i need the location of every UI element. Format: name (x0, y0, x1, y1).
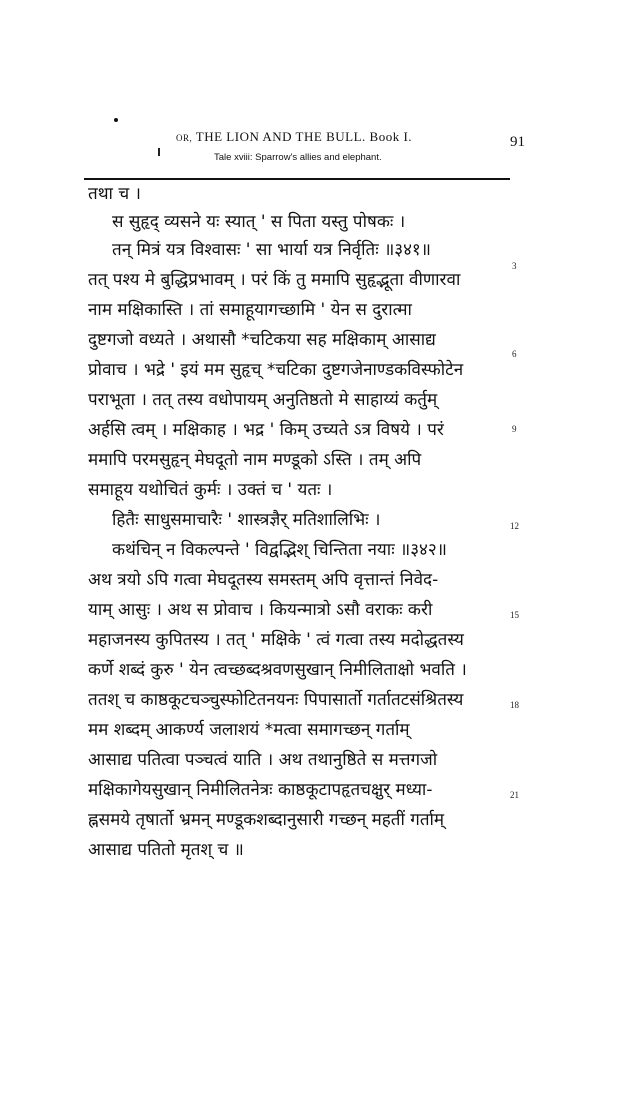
page-number: 91 (510, 134, 525, 150)
header-rule (84, 178, 510, 180)
line-number: 9 (512, 424, 517, 434)
text-line: दुष्टगजो वध्यते । अथासौ *चटिकया सह मक्षिकाम् आसाद्य (88, 330, 436, 350)
header-subtitle: Tale xviii: Sparrow's allies and elephant. (214, 152, 382, 163)
text-line: मक्षिकागेयसुखान् निमीलितनेत्रः काष्ठकूटापहृतचक्षुर् मध्या- (88, 780, 433, 800)
text-line: ममापि परमसुहृन् मेघदूतो नाम मण्डूको ऽस्ति । तम् अपि (88, 450, 422, 470)
verse-line: हितैः साधुसमाचारैः ' शास्त्रज्ञैर् मतिशालिभिः । (112, 510, 381, 530)
text-line: समाहूय यथोचितं कुर्मः । उक्तं च ' यतः । (88, 480, 333, 500)
text-line: याम् आसुः । अथ स प्रोवाच । कियन्मात्रो ऽसौ वराकः करी (88, 600, 433, 620)
text-line: नाम मक्षिकास्ति । तां समाहूयागच्छामि ' येन स दुरात्मा (88, 300, 412, 320)
text-line: महाजनस्य कुपितस्य । तत् ' मक्षिके ' त्वं गत्वा तस्य मदोद्धतस्य (88, 630, 464, 650)
header-book: Book I. (369, 129, 413, 144)
verse-line: तन् मित्रं यत्र विश्वासः ' सा भार्या यत्र निर्वृतिः ॥३४१॥ (112, 240, 431, 260)
line-number: 12 (510, 521, 519, 531)
text-line: पराभूता । तत् तस्य वधोपायम् अनुतिष्ठतो मे साहाय्यं कर्तुम् (88, 390, 438, 410)
header-prefix: OR, (176, 133, 193, 143)
text-line: अर्हसि त्वम् । मक्षिकाह । भद्र ' किम् उच्यते ऽत्र विषये । परं (88, 420, 444, 440)
line-number: 21 (510, 790, 519, 800)
text-line: कर्णे शब्दं कुरु ' येन त्वच्छब्दश्रवणसुखान् निमीलिताक्षो भवति । (88, 660, 467, 680)
text-line: तत् पश्य मे बुद्धिप्रभावम् । परं किं तु ममापि सुहृद्भूता वीणारवा (88, 270, 461, 290)
text-line: आसाद्य पतित्वा पञ्चत्वं याति । अथ तथानुष्ठिते स मत्तगजो (88, 750, 438, 770)
text-line: तथा च । (88, 184, 142, 204)
text-line: ततश् च काष्ठकूटचञ्चुस्फोटितनयनः पिपासार्तो गर्तातटसंश्रितस्य (88, 690, 464, 710)
verse-line: कथंचिन् न विकल्पन्ते ' विद्वद्भिश् चिन्तिता नयाः ॥३४२॥ (112, 540, 447, 560)
text-line: आसाद्य पतितो मृतश् च ॥ (88, 840, 244, 860)
verse-line: स सुहृद् व्यसने यः स्यात् ' स पिता यस्तु पोषकः । (112, 212, 406, 232)
text-line: प्रोवाच । भद्रे ' इयं मम सुहृच् *चटिका दुष्टगजेनाण्डकविस्फोटेन (88, 360, 464, 380)
line-number: 18 (510, 700, 519, 710)
line-number: 3 (512, 261, 517, 271)
running-header (176, 129, 412, 145)
text-line: ह्नसमये तृषार्तो भ्रमन् मण्डूकशब्दानुसारी गच्छन् महतीं गर्ताम् (88, 810, 445, 830)
ink-dot (114, 118, 118, 122)
line-number: 15 (510, 610, 519, 620)
line-number: 6 (512, 349, 517, 359)
text-line: मम शब्दम् आकर्ण्य जलाशयं *मत्वा समागच्छन् गर्ताम् (88, 720, 410, 740)
header-title: THE LION AND THE BULL. (195, 129, 366, 144)
text-line: अथ त्रयो ऽपि गत्वा मेघदूतस्य समस्तम् अपि वृत्तान्तं निवेद- (88, 570, 439, 590)
ink-mark (158, 148, 160, 156)
